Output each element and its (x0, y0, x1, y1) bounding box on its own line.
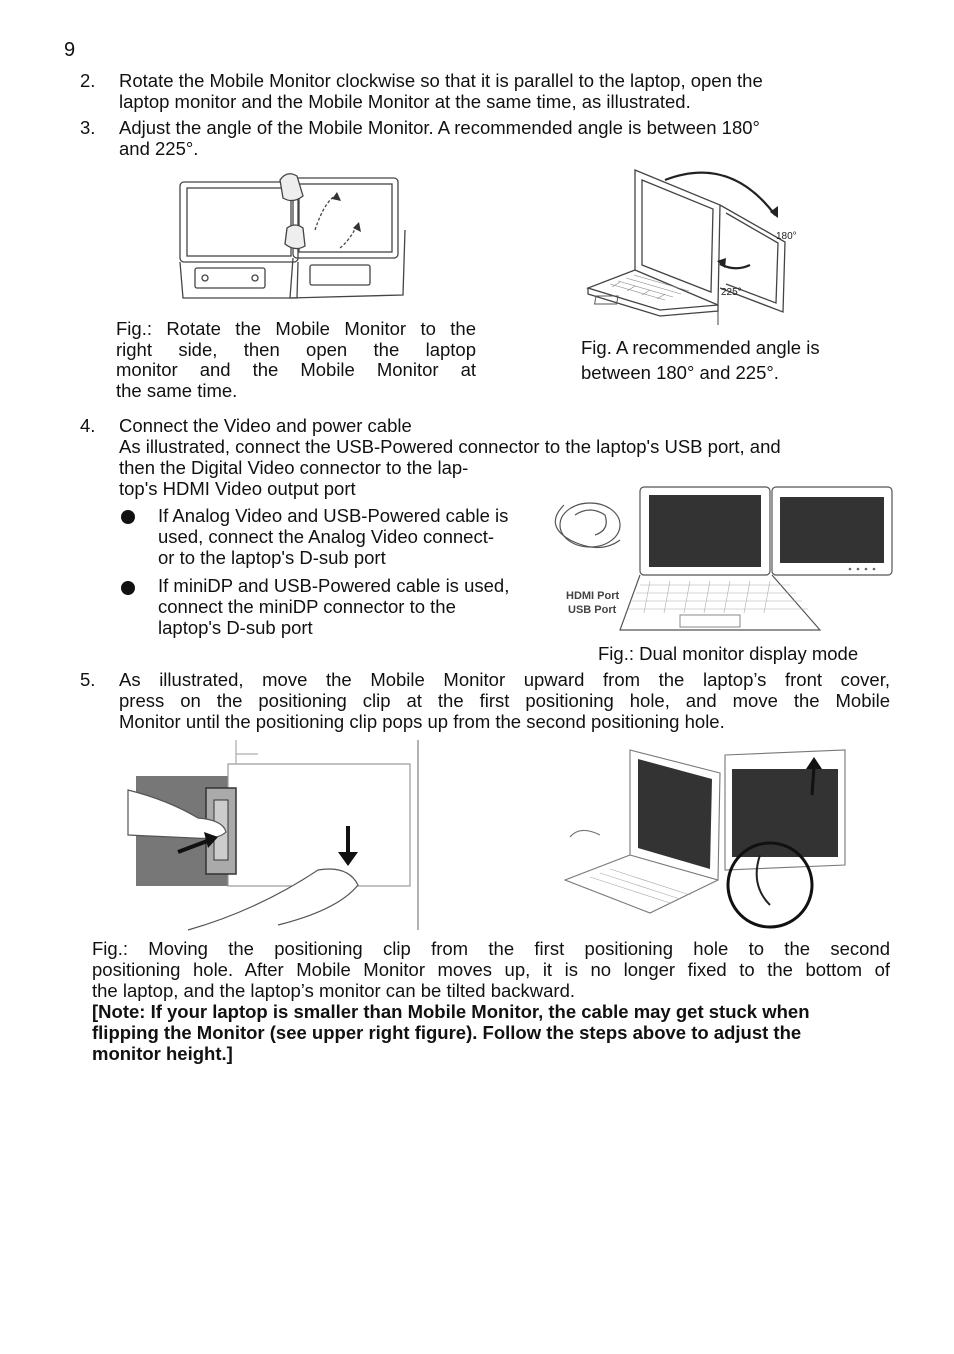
step-4-number: 4. (80, 415, 96, 436)
rotate-figure-caption (116, 319, 476, 401)
monitor-moved-up-illustration (560, 745, 855, 930)
rotate-caption-line: Fig.: Rotate the Mobile Monitor to the (116, 318, 476, 339)
step-5-line-2: press on the positioning clip at the first positioning hole, and move the Mobile (119, 690, 890, 711)
step-2-number: 2. (80, 70, 96, 91)
cable-note (92, 1001, 892, 1064)
bullet-dot (121, 581, 135, 595)
label-225: 225° (721, 287, 742, 298)
angle-caption-line: Fig. A recommended angle is (581, 337, 820, 358)
bullet-line: used, connect the Analog Video connect- (158, 526, 494, 547)
note-line: monitor height.] (92, 1043, 233, 1064)
dual-monitor-caption: Fig.: Dual monitor display mode (598, 643, 859, 664)
bullet-line: If Analog Video and USB-Powered cable is (158, 505, 509, 526)
angle-illustration (580, 160, 810, 325)
bullet-line: connect the miniDP connector to the (158, 596, 456, 617)
note-line: [Note: If your laptop is smaller than Mobile Monitor, the cable may get stuck when (92, 1001, 810, 1022)
rotate-caption-line: the same time. (116, 379, 238, 401)
step-5-line-1: As illustrated, move the Mobile Monitor upward from the laptop’s front cover, (119, 669, 890, 690)
clip-caption-line: the laptop, and the laptop’s monitor can be tilted backward. (92, 980, 576, 1001)
usb-port-label: USB Port (568, 604, 617, 616)
bullet-line: If miniDP and USB-Powered cable is used, (158, 575, 510, 596)
clip-caption-line: positioning hole. After Mobile Monitor moves up, it is no longer fixed to the bottom of (92, 959, 890, 980)
step-5-text (119, 669, 890, 732)
step-3-number: 3. (80, 117, 96, 138)
step-4-bullet-1 (158, 505, 558, 568)
page-number: 9 (64, 39, 76, 61)
step-4-bullet-2 (158, 575, 558, 638)
step-3-line-1: Adjust the angle of the Mobile Monitor. A recommended angle is between 180° (119, 117, 760, 138)
step-4-title: Connect the Video and power cable (119, 415, 412, 436)
step-3-line-2: and 225°. (119, 138, 199, 159)
bullet-line: laptop's D-sub port (158, 617, 313, 638)
positioning-clip-illustration (128, 740, 420, 930)
clip-figure-caption (92, 938, 890, 1001)
step-4-line-3: top's HDMI Video output port (119, 478, 356, 499)
step-3-text (119, 117, 909, 159)
step-2-text (119, 70, 909, 112)
rotate-caption-line: right side, then open the laptop (116, 338, 476, 360)
rotate-caption-line: monitor and the Mobile Monitor at (116, 359, 476, 380)
bullet-line: or to the laptop's D-sub port (158, 547, 386, 568)
rotate-monitor-illustration (175, 170, 420, 305)
bullet-dot (121, 510, 135, 524)
step-2-line-1: Rotate the Mobile Monitor clockwise so that it is parallel to the laptop, open the (119, 70, 763, 91)
angle-figure-caption (581, 335, 881, 385)
note-line: flipping the Monitor (see upper right figure). Follow the steps above to adjust the (92, 1022, 802, 1043)
step-4-line-1: As illustrated, connect the USB-Powered connector to the laptop's USB port, and (119, 436, 781, 457)
step-5-line-3: Monitor until the positioning clip pops up from the second positioning hole. (119, 711, 725, 732)
step-2-line-2: laptop monitor and the Mobile Monitor at the same time, as illustrated. (119, 91, 691, 112)
label-180: 180° (776, 231, 797, 242)
step-4-line-2: then the Digital Video connector to the lap- (119, 457, 469, 478)
step-5-number: 5. (80, 669, 96, 690)
clip-caption-line: Fig.: Moving the positioning clip from the first positioning hole to the second (92, 938, 890, 959)
dual-monitor-illustration (550, 485, 895, 635)
hdmi-port-label: HDMI Port (566, 590, 620, 602)
angle-caption-line: between 180° and 225°. (581, 362, 779, 383)
